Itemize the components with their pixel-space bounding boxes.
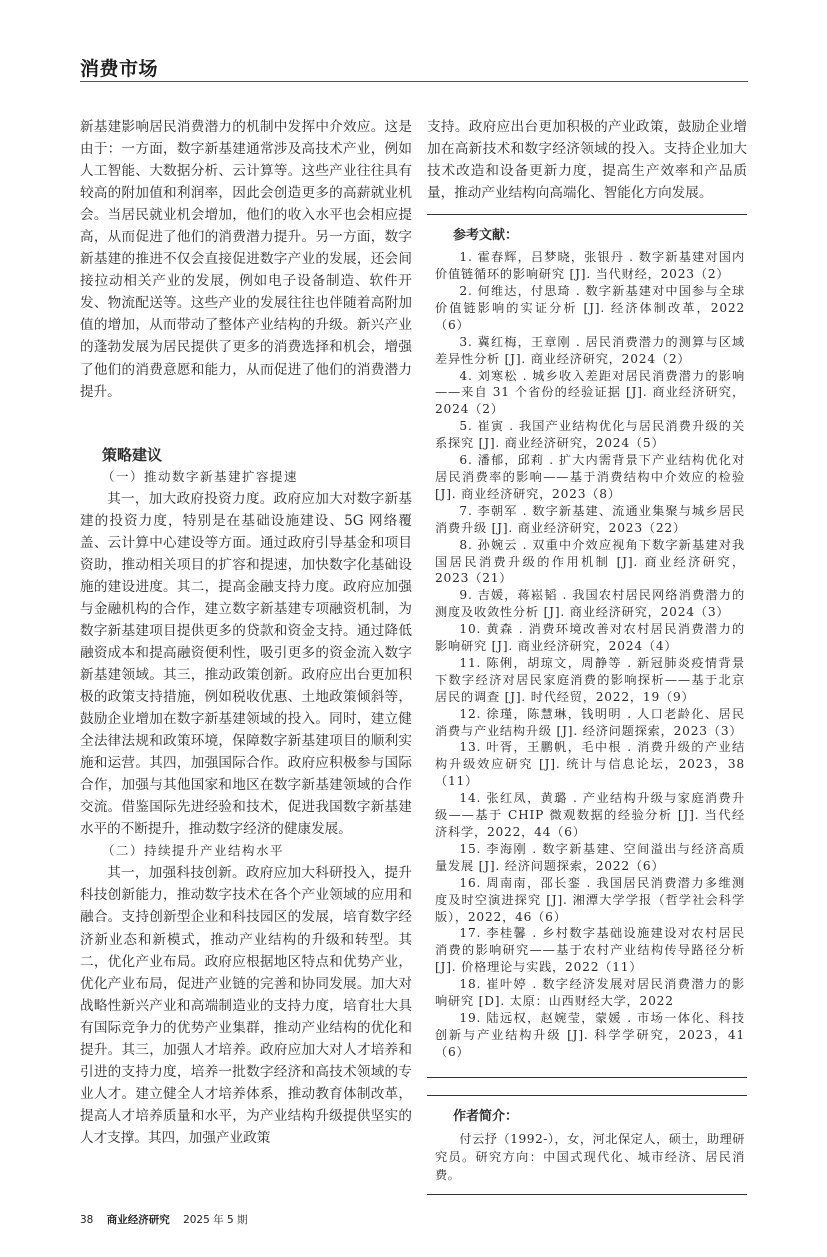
section-heading: 策略建议 <box>102 445 163 464</box>
header-rule <box>80 81 748 82</box>
author-top-rule <box>427 1095 747 1096</box>
journal-name: 商业经济研究 <box>106 1213 170 1226</box>
reference-item: 11. 陈俐，胡琼文，周静等 . 新冠肺炎疫情背景下数字经济对居民家庭消费的影响探析——基于北京居民的调查 [J]. 时代经贸，2022，19（9） <box>435 655 745 704</box>
reference-item: 16. 周南南，邵长銮 . 我国居民消费潜力多维测度及时空演进探究 [J]. 湘潭大学学报（哲学社会科学版），2022，46（6） <box>435 875 745 924</box>
continued-paragraph: 支持。政府应出台更加积极的产业政策，鼓励企业增加在高新技术和数字经济领域的投入。支持企业加大技术改造和设备更新力度，提高生产效率和产品质量，推动产业结构向高端化、智能化方向发展。 <box>427 119 747 202</box>
footer-spacer <box>80 1195 748 1213</box>
reference-item: 18. 崔叶婷 . 数字经济发展对居民消费潜力的影响研究 [D]. 太原：山西财经大学，2022 <box>435 977 745 1009</box>
paragraph-1: 其一，加大政府投资力度。政府应加大对数字新基建的投资力度，特别是在基础设施建设、5G 网络覆盖、云计算中心建设等方面。通过政府引导基金和项目资助，推动相关项目的扩容和提速，加快数字化基础设施的建设进度。其二，提高金融支持力度。政府应加强与金融机构的合作，建立数字新基建专项融资机制，为数字新基建项目提供更多的贷款和资金支持。通过降低融资成本和提高融资便利性，吸引更多的资金流入数字新基建领域。其三，推动政策创新。政府应出台更加积极的政策支持措施，例如税收优惠、土地政策倾斜等，鼓励企业增加在数字新基建领域的投入。同时，建立健全法律法规和政策环境，保障数字新基建项目的顺利实施和运营。其四，加强国际合作。政府应积极参与国际合作，加强与其他国家和地区在数字新基建领域的合作交流。借鉴国际先进经验和技术，促进我国数字新基建水平的不断提升，推动数字经济的健康发展。 <box>80 490 412 838</box>
reference-item: 7. 李朝军 . 数字新基建、流通业集聚与城乡居民消费升级 [J]. 商业经济研究，2023（22） <box>435 503 745 535</box>
reference-item: 6. 潘郁，邱莉 . 扩大内需背景下产业结构优化对居民消费率的影响——基于消费结构中介效应的检验 [J]. 商业经济研究，2023（8） <box>435 453 745 501</box>
references-list <box>427 249 747 1061</box>
reference-item: 3. 冀红梅，王章刚 . 居民消费潜力的测算与区域差异性分析 [J]. 商业经济研究，2024（2） <box>435 334 745 366</box>
subheading-2: （二）持续提升产业结构水平 <box>102 843 285 859</box>
reference-item: 10. 黄森 . 消费环境改善对农村居民消费潜力的影响研究 [J]. 商业经济研究，2024（4） <box>435 622 745 654</box>
left-column <box>80 116 412 1149</box>
reference-item: 2. 何维达，付思琦 . 数字新基建对中国参与全球价值链影响的实证分析 [J]. 经济体制改革，2022（6） <box>435 284 745 332</box>
reference-item: 17. 李桂馨 . 乡村数字基础设施建设对农村居民消费的影响研究——基于农村产业结构传导路径分析 [J]. 价格理论与实践，2022（11） <box>435 926 745 975</box>
reference-item: 14. 张红凤，黄璐 . 产业结构升级与家庭消费升级——基于 CHIP 微观数据的经验分析 [J]. 当代经济科学，2022，44（6） <box>435 791 745 839</box>
references-bottom-rule <box>427 1077 747 1078</box>
paragraph-2: 其一，加强科技创新。政府应加大科研投入，提升科技创新能力，推动数字技术在各个产业领域的应用和融合。支持创新型企业和科技园区的发展，培育数字经济新业态和新模式，推动产业结构的升级和转型。其二，优化产业布局。政府应根据地区特点和优势产业，优化产业布局，促进产业链的完善和协同发展。加大对战略性新兴产业和高端制造业的支持力度，培育壮大具有国际竞争力的优势产业集群，推动产业结构的优化和提升。其三，加强人才培养。政府应加大对人才培养和引进的支持力度，培养一批数字经济和高技术领域的专业人才。建立健全人才培养体系，推动教育体制改革，提高人才培养质量和水平，为产业结构升级提供坚实的人才支撑。其四，加强产业政策 <box>80 865 412 1146</box>
author-bio: 付云抒（1992-），女，河北保定人，硕士，助理研究员。研究方向：中国式现代化、城市经济、居民消费。 <box>435 1131 745 1182</box>
issue-info: 2025 年 5 期 <box>183 1213 248 1226</box>
author-title: 作者简介： <box>453 1108 519 1124</box>
intro-paragraph: 新基建影响居民消费潜力的机制中发挥中介效应。这是由于：一方面，数字新基建通常涉及高技术产业，例如人工智能、大数据分析、云计算等。这些产业往往具有较高的附加值和利润率，因此会创造更多的高薪就业机会。当居民就业机会增加，他们的收入水平也会相应提高，从而促进了他们的消费潜力提升。另一方面，数字新基建的推进不仅会直接促进数字产业的发展，还会间接拉动相关产业的发展，例如电子设备制造、软件开发、物流配送等。这些产业的发展往往也伴随着高附加值的增加，从而带动了整体产业结构的升级。新兴产业的蓬勃发展为居民提供了更多的消费选择和机会，增强了他们的消费意愿和能力，从而促进了他们的消费潜力提升。 <box>80 119 412 400</box>
reference-item: 12. 徐瑾，陈慧琳，钱明明 . 人口老龄化、居民消费与产业结构升级 [J]. 经济问题探索，2023（3） <box>435 706 745 738</box>
section-title: 消费市场 <box>80 58 159 80</box>
reference-item: 1. 霍春辉，吕梦晓，张银丹 . 数字新基建对国内价值链循环的影响研究 [J]. 当代财经，2023（2） <box>435 250 745 282</box>
subheading-1: （一）推动数字新基建扩容提速 <box>102 468 299 484</box>
reference-item: 19. 陆远权，赵婉莹，蒙媛 . 市场一体化、科技创新与产业结构升级 [J]. 科学学研究，2023，41（6） <box>435 1010 745 1059</box>
page-footer <box>80 1213 748 1227</box>
reference-item: 15. 李海刚 . 数字新基建、空间溢出与经济高质量发展 [J]. 经济问题探索，2022（6） <box>435 841 745 873</box>
page-number: 38 <box>80 1213 94 1226</box>
reference-item: 13. 叶胥，王鹏帆，毛中根 . 消费升级的产业结构升级效应研究 [J]. 统计与信息论坛，2023，38（11） <box>435 740 745 789</box>
reference-item: 9. 吉媛，蒋崧韬 . 我国农村居民网络消费潜力的测度及收敛性分析 [J]. 商业经济研究，2024（3） <box>435 588 745 620</box>
reference-item: 5. 崔寅 . 我国产业结构优化与居民消费升级的关系探究 [J]. 商业经济研究，2024（5） <box>435 419 745 451</box>
two-column-body <box>80 116 748 1195</box>
references-top-rule <box>427 214 747 215</box>
reference-item: 4. 刘寒松 . 城乡收入差距对居民消费潜力的影响——来自 31 个省份的经验证据 [J]. 商业经济研究，2024（2） <box>435 368 745 417</box>
references-title: 参考文献： <box>453 228 519 244</box>
right-column <box>427 116 747 1195</box>
reference-item: 8. 孙婉云 . 双重中介效应视角下数字新基建对我国居民消费升级的作用机制 [J]. 商业经济研究，2023（21） <box>435 537 745 586</box>
